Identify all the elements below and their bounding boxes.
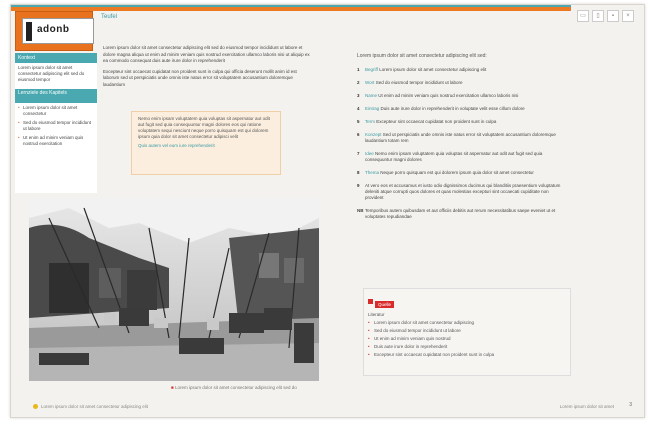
- footer-right-text: Lorem ipsum dolor sit amet: [559, 404, 614, 409]
- photo-illustration: [29, 198, 319, 381]
- main-text-column: [103, 45, 313, 92]
- glossary-item: [357, 80, 567, 86]
- item-term: Term: [365, 119, 375, 124]
- item-term: Eintrag: [365, 106, 380, 111]
- reference-item[interactable]: • Sed do eiusmod tempor incididunt ut labore: [368, 328, 566, 334]
- page-icon[interactable]: ▭: [577, 10, 589, 22]
- sidebar-heading-context: Kontext: [15, 53, 97, 63]
- reference-tag: Quelle: [375, 301, 394, 308]
- item-number: 6: [357, 132, 360, 137]
- quote-box: [131, 111, 281, 175]
- caption-text: Lorem ipsum dolor sit amet consectetur adipiscing elit sed do: [174, 385, 297, 390]
- item-text: Neque porro quisquam est qui dolorem ipsum quia dolor sit amet consectetur: [380, 170, 534, 175]
- item-number: 7: [357, 151, 360, 156]
- photo-caption: [171, 385, 297, 390]
- note-text: Temporibus autem quibusdam et aut officiis debitis aut rerum necessitatibus saepe eveniet ut et voluptates repudiandae: [365, 208, 556, 219]
- sidebar: [15, 53, 97, 193]
- print-icon[interactable]: ▪: [607, 10, 619, 22]
- reference-icon: [368, 299, 373, 304]
- quote-citation: Quis autem vel eum iure reprehenderit: [138, 143, 215, 148]
- sidebar-context-text: Lorem ipsum dolor sit amet consectetur adipiscing elit sed do eiusmod tempor: [18, 65, 85, 82]
- sidebar-goal-list: [15, 103, 97, 152]
- item-number: 3: [357, 93, 360, 98]
- page-title: Teufel: [101, 14, 118, 20]
- glossary-column: [357, 53, 567, 230]
- footer-bulb-icon: [33, 404, 38, 409]
- glossary-item: [357, 106, 567, 112]
- item-number: 5: [357, 119, 360, 124]
- body-paragraph: Lorem ipsum dolor sit amet consectetur adipiscing elit sed do eiusmod tempor incididunt ut labore et dolore magna aliqua ut enim ad minim veniam quis nostrud exercitation ullamco laboris nisi ut aliquip ex ea commodo consequat duis aute irure dolor in reprehenderit: [103, 45, 310, 63]
- item-text: Ut enim ad minim veniam quis nostrud exercitation ullamco laboris nisi: [378, 93, 519, 98]
- chapter-logo: [15, 11, 93, 51]
- item-number: 8: [357, 170, 360, 175]
- glossary-item: [357, 119, 567, 125]
- sidebar-goal-item: • Sed do eiusmod tempor incididunt ut labore: [18, 120, 94, 132]
- page-number: 3: [629, 402, 632, 408]
- footer-left: [33, 404, 148, 409]
- glossary-item: [357, 93, 567, 99]
- item-number: 4: [357, 106, 360, 111]
- glossary-item: [357, 170, 567, 176]
- item-text: Sed ut perspiciatis unde omnis iste natus error sit voluptatem accusantium doloremque laudantium totam rem: [365, 132, 556, 143]
- quote-text: Nemo enim ipsam voluptatem quia voluptas sit aspernatur aut odit aut fugit sed quia consequuntur magni dolores eos qui ratione voluptatem sequi nesciunt neque porro quisquam est qui dolorem ipsum quia dolor sit amet consectetur adipisci velit: [138, 116, 270, 139]
- item-term: Name: [365, 93, 378, 98]
- glossary-note: [357, 208, 567, 220]
- item-text: Sed do eiusmod tempor incididunt ut labore: [375, 80, 463, 85]
- glossary-item: [357, 151, 567, 163]
- top-teal-stripe: [11, 5, 571, 7]
- item-text: Excepteur sint occaecat cupidatat non proident sunt in culpa: [376, 119, 497, 124]
- item-number: 1: [357, 67, 360, 72]
- reference-item[interactable]: • Lorem ipsum dolor sit amet consectetur adipiscing: [368, 320, 566, 326]
- glossary-intro: Lorem ipsum dolor sit amet consectetur adipiscing elit sed:: [357, 53, 487, 59]
- sidebar-goal-item: • Ut enim ad minim veniam quis nostrud exercitation: [18, 135, 94, 147]
- note-label: NB: [357, 208, 364, 213]
- caption-marker: ■: [171, 385, 174, 390]
- sidebar-heading-goals: Lernziele des Kapitels: [15, 89, 97, 103]
- item-text: Nemo enim ipsam voluptatem quia voluptas sit aspernatur aut odit aut fugit sed quia consequuntur magni dolores: [365, 151, 543, 162]
- item-term: Thema: [365, 170, 380, 175]
- logo-text: adonb: [37, 24, 70, 35]
- item-text: At vero eos et accusamus et iusto odio dignissimos ducimus qui blanditiis praesentium voluptatum deleniti atque corrupti quos dolores et quas molestias excepturi sint occaecati cupiditate non provident: [365, 183, 561, 200]
- item-term: Idee: [365, 151, 374, 156]
- item-term: Wort: [365, 80, 375, 85]
- document-page: [10, 4, 645, 418]
- references-box: [363, 288, 571, 376]
- logo-plate: [22, 18, 94, 44]
- reference-item[interactable]: • Duis aute irure dolor in reprehenderit: [368, 344, 566, 350]
- toolbar: [577, 10, 634, 22]
- logo-mark: [26, 22, 32, 41]
- item-term: Begriff: [365, 67, 378, 72]
- item-text: Lorem ipsum dolor sit amet consectetur adipiscing elit: [379, 67, 487, 72]
- references-title: Literatur: [368, 312, 385, 317]
- glossary-item: [357, 67, 567, 73]
- glossary-item: [357, 183, 567, 201]
- body-paragraph: Excepteur sint occaecat cupidatat non proident sunt in culpa qui officia deserunt mollit anim id est laborum sed ut perspiciatis unde omnis iste natus error sit voluptatem accusantium doloremque laudantium: [103, 68, 297, 87]
- historic-street-photo: [29, 198, 319, 381]
- item-term: Konzept: [365, 132, 382, 137]
- sidebar-goal-item: • Lorem ipsum dolor sit amet consectetur: [18, 105, 94, 117]
- item-number: 9: [357, 183, 360, 188]
- item-text: Duis aute irure dolor in reprehenderit in voluptate velit esse cillum dolore: [380, 106, 525, 111]
- reference-item[interactable]: • Ut enim ad minim veniam quis nostrud: [368, 336, 566, 342]
- glossary-item: [357, 132, 567, 144]
- bookmark-icon[interactable]: ▯: [592, 10, 604, 22]
- close-icon[interactable]: ×: [622, 10, 634, 22]
- footer-left-text: Lorem ipsum dolor sit amet consectetur adipiscing elit: [41, 404, 149, 409]
- reference-item[interactable]: • Excepteur sint occaecat cupidatat non proident sunt in culpa: [368, 352, 566, 358]
- item-number: 2: [357, 80, 360, 85]
- references-list: [368, 320, 566, 358]
